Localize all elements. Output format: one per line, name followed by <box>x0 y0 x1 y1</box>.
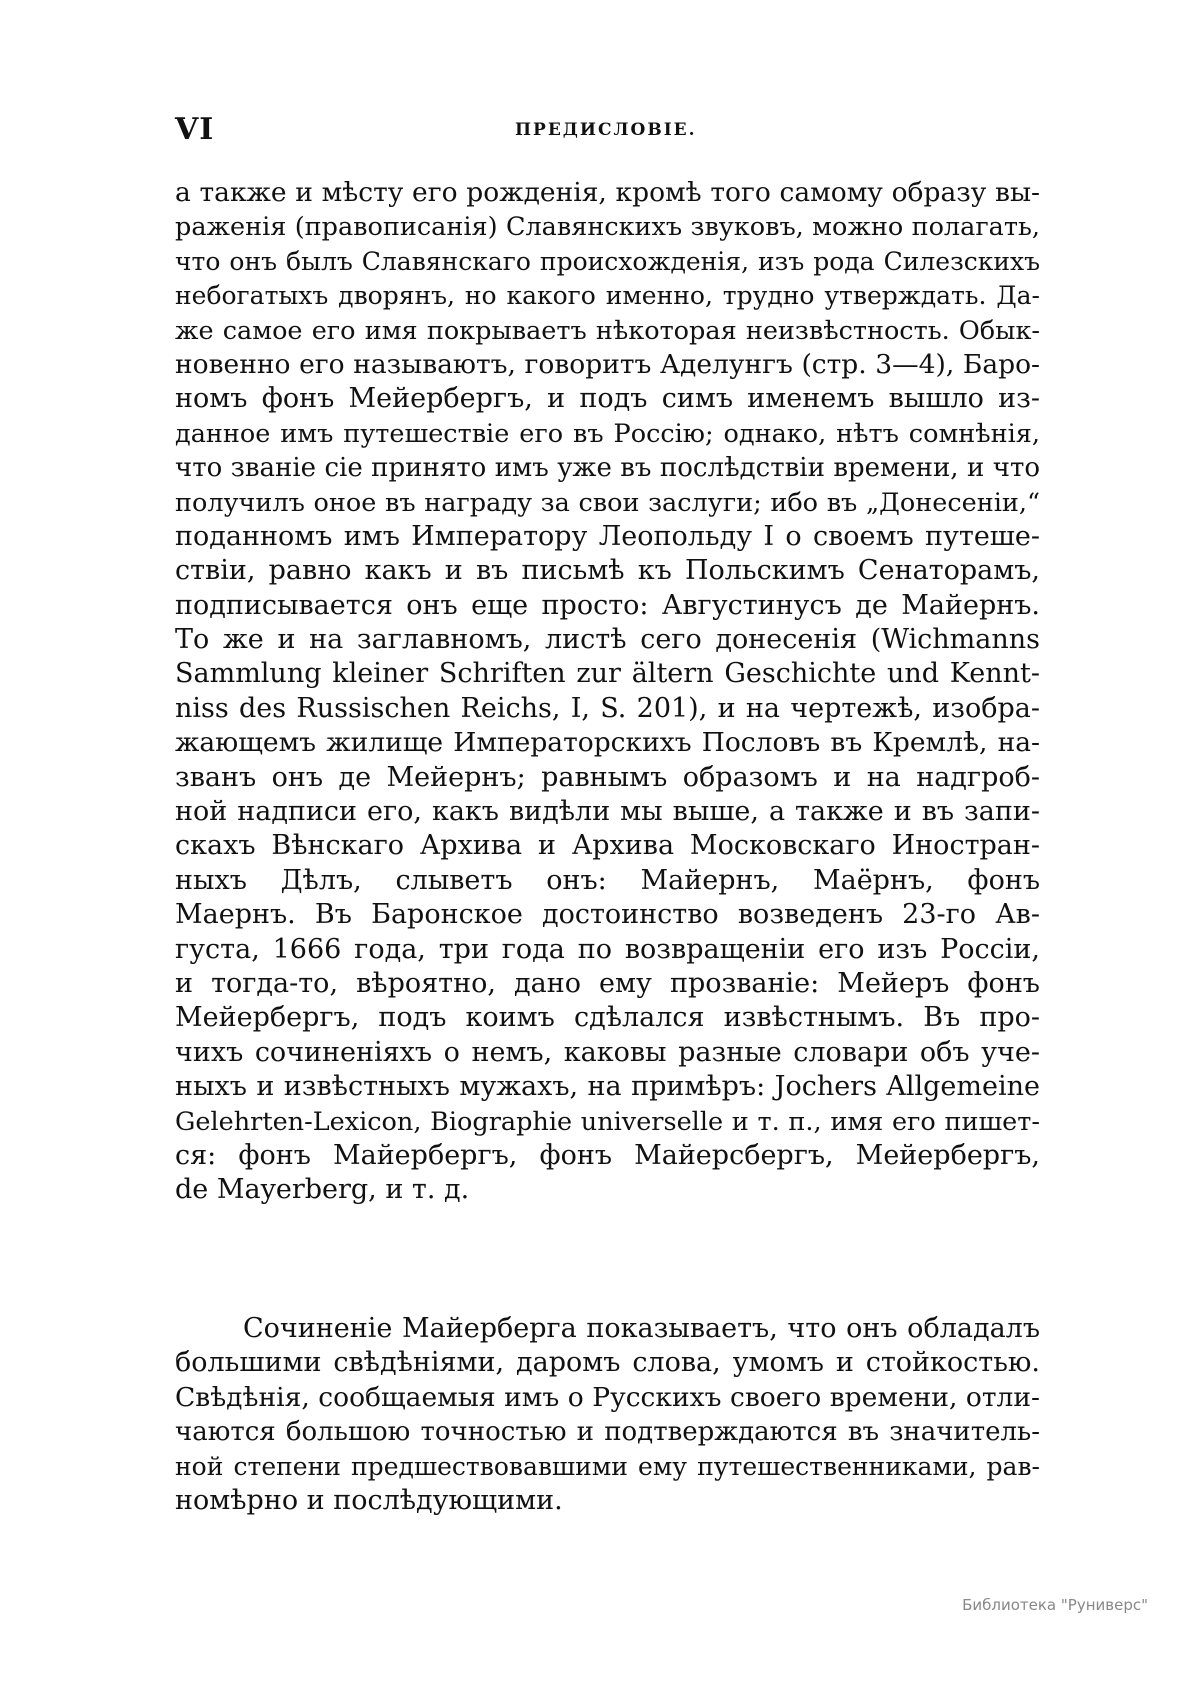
page-header <box>175 112 1040 152</box>
text-line: номѣрно и послѣдующими. <box>175 1484 563 1516</box>
text-line: ной надписи его, какъ видѣли мы выше, а также и въ запи- <box>175 796 1040 828</box>
text-line: То же и на заглавномъ, листѣ сего донесенія (Wichmanns <box>175 624 1040 656</box>
text-line: подписывается онъ еще просто: Августинусъ де Майернъ. <box>175 589 1040 621</box>
text-line: что онъ былъ Славянскаго происхожденія, изъ рода Силезскихъ <box>175 246 1040 276</box>
text-line: ныхъ и извѣстныхъ мужахъ, на примѣръ: Jochers Allgemeine <box>175 1071 1040 1103</box>
text-line: густа, 1666 года, три года по возвращеніи его изъ Россіи, <box>175 933 1040 965</box>
running-title: ПРЕДИСЛОВІЕ. <box>515 120 697 140</box>
text-line: номъ фонъ Мейербергъ, и подъ симъ именемъ вышло из- <box>175 383 1040 415</box>
text-line: чаются большою точностью и подтверждаются въ значитель- <box>175 1417 1040 1448</box>
text-line: ныхъ Дѣлъ, слыветъ онъ: Майернъ, Маёрнъ, фонъ <box>175 864 1040 896</box>
text-line: а также и мѣсту его рожденія, кромѣ того самому образу вы- <box>175 177 1040 208</box>
text-line: поданномъ имъ Императору Леопольду I о своемъ путеше- <box>175 520 1040 552</box>
text-line: и тогда-то, вѣроятно, дано ему прозваніе: Мейеръ фонъ <box>175 967 1040 999</box>
text-line: Мейербергъ, подъ коимъ сдѣлался извѣстнымъ. Въ про- <box>175 1002 1040 1034</box>
text-line: Свѣдѣнія, сообщаемыя имъ о Русскихъ своего времени, отли- <box>175 1381 1040 1413</box>
text-line: что званіе сіе принято имъ уже въ послѣдствіи времени, и что <box>175 453 1040 484</box>
text-line: получилъ оное въ награду за свои заслуги; ибо въ „Донесеніи,“ <box>175 487 1040 518</box>
text-line: ся: фонъ Майербергъ, фонъ Майерсбергъ, Мейербергъ, <box>175 1139 1040 1171</box>
text-line: Сочиненіе Майерберга показываетъ, что онъ обладалъ <box>243 1313 1040 1344</box>
text-line: Маернъ. Въ Баронское достоинство возведенъ 23-го Ав- <box>175 899 1040 931</box>
text-line: Sammlung kleiner Schriften zur ältern Geschichte und Kennt- <box>175 658 1040 690</box>
text-line: скахъ Вѣнскаго Архива и Архива Московскаго Иностран- <box>175 830 1040 862</box>
text-line: большими свѣдѣніями, даромъ слова, умомъ и стойкостью. <box>175 1347 1040 1379</box>
paragraph-2 <box>175 1312 1040 1518</box>
text-line: же самое его имя покрываетъ нѣкоторая неизвѣстность. Обык- <box>175 315 1040 346</box>
text-line: Gelehrten-Lexicon, Biographie universelle и т. п., имя его пишет- <box>175 1106 1040 1137</box>
library-watermark: Библиотека "Руниверс" <box>962 1596 1148 1614</box>
text-line: званъ онъ де Мейернъ; равнымъ образомъ и на надгроб- <box>175 761 1040 793</box>
text-line: чихъ сочиненіяхъ о немъ, каковы разные словари объ уче- <box>175 1036 1040 1068</box>
text-line: niss des Russischen Reichs, I, S. 201), и на чертежѣ, изобра- <box>175 692 1040 724</box>
text-line: жающемъ жилище Императорскихъ Пословъ въ Кремлѣ, на- <box>175 727 1040 759</box>
text-line: раженія (правописанія) Славянскихъ звуковъ, можно полагать, <box>175 212 1040 243</box>
text-line: небогатыхъ дворянъ, но какого именно, трудно утверждать. Да- <box>175 281 1040 311</box>
text-line: новенно его называютъ, говоритъ Аделунгъ (стр. 3—4), Баро- <box>175 348 1040 380</box>
text-line: данное имъ путешествіе его въ Россію; однако, нѣтъ сомнѣнія, <box>175 418 1040 449</box>
paragraph-1 <box>175 176 1040 1208</box>
text-line: ствіи, равно какъ и въ письмѣ къ Польскимъ Сенаторамъ, <box>175 555 1040 587</box>
page-number: VI <box>175 112 215 147</box>
text-line: ной степени предшествовавшими ему путешественниками, рав- <box>175 1451 1040 1481</box>
text-line: de Mayerberg, и т. д. <box>175 1174 470 1206</box>
